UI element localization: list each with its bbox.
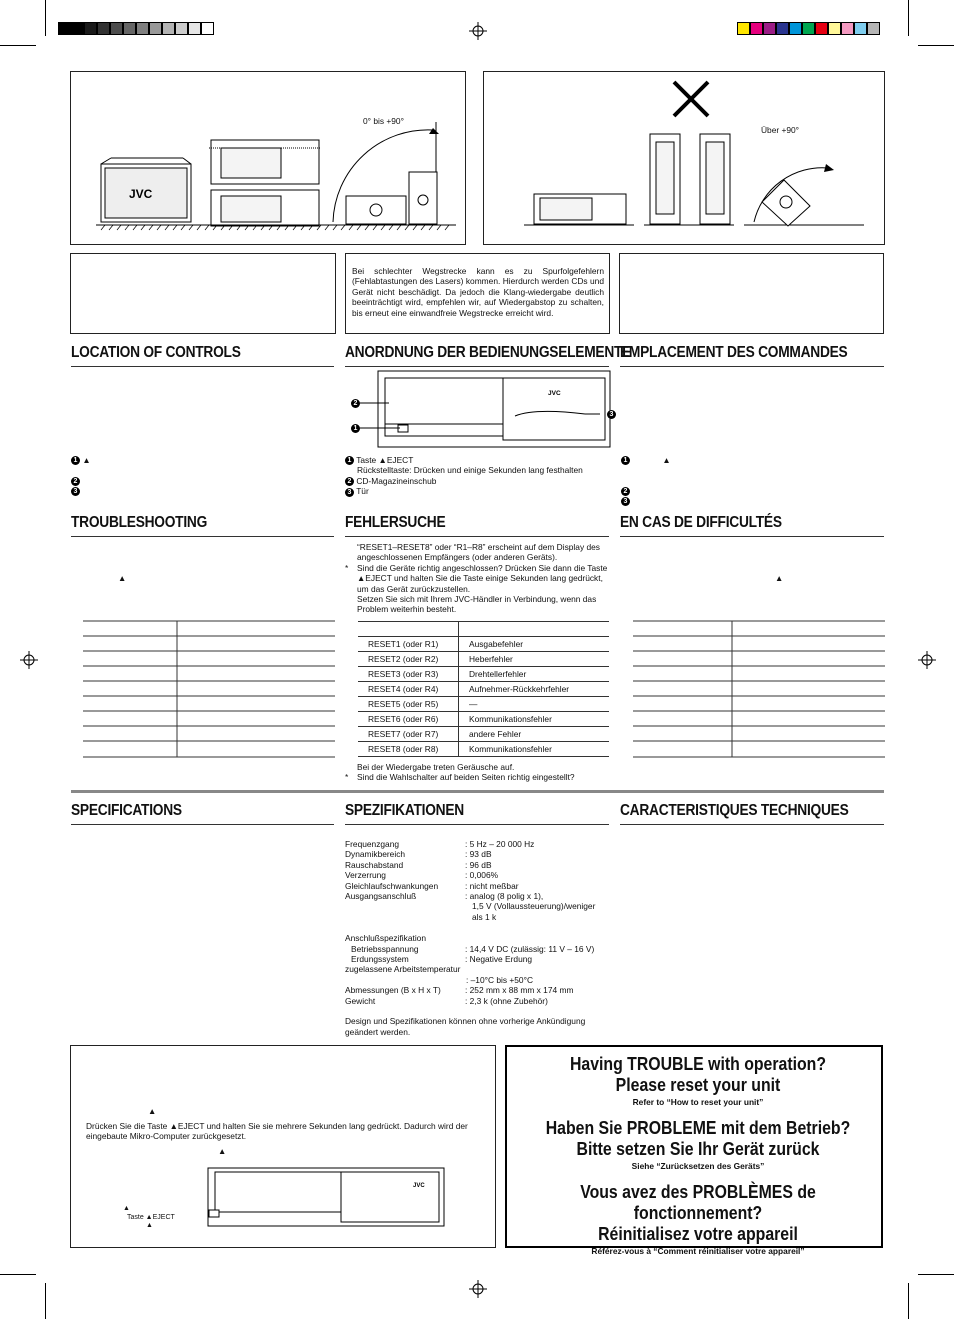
error-code: RESET4 (oder R4) [358, 682, 459, 697]
reset-instructions-box: ▲ Drücken Sie die Taste ▲EJECT und halten Sie sie mehrere Sekunden lang gedrückt. Dadurch wird der eingebaute Mikro-Computer zurückgesetzt. ▲ JVC ▲ Taste ▲EJECT ▲ [70, 1045, 496, 1248]
color-swatch [58, 22, 71, 35]
spec-row: Rauschabstand : 96 dB [345, 859, 492, 870]
callout-fr-title2: Réinitialisez votre appareil [598, 1224, 798, 1244]
angle-label: Über +90° [761, 125, 800, 135]
eject-symbol-fr: ▲ [775, 573, 784, 583]
spec-row: Erdungssystem : Negative Erdung [351, 954, 533, 965]
callout-fr-title1: Vous avez des PROBLÈMES de fonctionnement? [580, 1182, 816, 1223]
callout-en-title1: Having TROUBLE with operation? [569, 1054, 827, 1074]
heading-spec-en: SPECIFICATIONS [71, 802, 182, 819]
controls-list-fr: 1 ▲ 2 3 [621, 455, 671, 506]
color-swatch [162, 22, 175, 35]
registration-target-icon [918, 651, 936, 669]
color-swatch [84, 22, 97, 35]
color-swatch [110, 22, 123, 35]
color-swatch [828, 22, 841, 35]
spec-row: Gewicht : 2,3 k (ohne Zubehör) [345, 995, 548, 1006]
reset-callout-box [505, 1045, 883, 1256]
spec-row: Dynamikbereich : 93 dB [345, 849, 492, 860]
table-row [358, 697, 609, 712]
note-text-de: Bei schlechter Wegstrecke kann es zu Spurfolgefehlern (Fehlabtastungen des Lasers) kommen. Hierdurch werden CDs und Gerät nicht beschädigt. Da jedoch die Klang-wiedergabe deutlich beeinträchtigt wird, empfehlen wir, auf Wiedergabstop zu schalten, bis erneut eine einwandfreie Wegstrecke erreicht wird. [352, 266, 604, 318]
error-meaning: Drehtellerfehler [459, 667, 610, 682]
color-swatch [149, 22, 162, 35]
crop-mark [0, 45, 36, 46]
svg-text:JVC: JVC [413, 1183, 425, 1189]
table-row [358, 712, 609, 727]
crop-mark [45, 0, 46, 36]
callout-de-title2: Bitte setzen Sie Ihr Gerät zurück [576, 1139, 820, 1159]
angle-label: 0° bis +90° [363, 116, 404, 126]
trouble-intro-de: “RESET1–RESET8” oder “R1–R8” erscheint auf dem Display des angeschlossenen Empfängers (oder anderen Geräts). * Sind die Geräte richtig angeschlossen? Drücken Sie dann die Taste ▲EJECT und halten Sie die Taste einige Sekunden lang gedrückt, um das Gerät zurückzustellen. Setzen Sie sich mit Ihrem JVC-Händler in Verbindung, wenn das Problem weiterhin besteht. [345, 542, 608, 615]
note-box-fr [619, 253, 884, 334]
heading-trouble-en: TROUBLESHOOTING [71, 514, 208, 531]
section-divider [71, 790, 884, 793]
heading-location-de: ANORDNUNG DER BEDIENUNGSELEMENTE [345, 344, 632, 361]
installation-ok-diagram [70, 71, 466, 245]
heading-location-en: LOCATION OF CONTROLS [71, 344, 241, 361]
spec-row: Gleichlaufschwankungen : nicht meßbar [345, 880, 519, 891]
heading-spec-de: SPEZIFIKATIONEN [345, 802, 464, 819]
color-swatch [737, 22, 750, 35]
note-box-de [345, 253, 610, 334]
table-row [358, 682, 609, 697]
note-box-en [70, 253, 336, 334]
table-row [358, 637, 609, 652]
heading-trouble-fr: EN CAS DE DIFFICULTÉS [620, 514, 782, 531]
error-code: RESET2 (oder R2) [358, 652, 459, 667]
color-swatch [123, 22, 136, 35]
color-swatch [789, 22, 802, 35]
crop-mark [45, 1283, 46, 1319]
error-code: RESET6 (oder R6) [358, 712, 459, 727]
callout-1-icon: 1 [351, 424, 360, 433]
error-code: RESET3 (oder R3) [358, 667, 459, 682]
reset-text-de: Drücken Sie die Taste ▲EJECT und halten Sie sie mehrere Sekunden lang gedrückt. Dadurch wird der eingebaute Mikro-Computer zurückgesetzt. [86, 1121, 468, 1142]
color-swatch [97, 22, 110, 35]
color-swatch [188, 22, 201, 35]
registration-target-icon [20, 651, 38, 669]
svg-text:JVC: JVC [129, 187, 153, 201]
error-code: RESET7 (oder R7) [358, 727, 459, 742]
installation-ng-diagram [483, 71, 885, 245]
trouble-outro-de: Bei der Wiedergabe treten Geräusche auf. * Sind die Wahlschalter auf beiden Seiten richtig eingestellt? [345, 762, 575, 783]
error-meaning: Kommunikationsfehler [459, 712, 610, 727]
heading-location-fr: EMPLACEMENT DES COMMANDES [620, 344, 848, 361]
error-code: RESET5 (oder R5) [358, 697, 459, 712]
color-swatch [201, 22, 214, 35]
installation-illustration [71, 72, 465, 244]
heading-spec-fr: CARACTERISTIQUES TECHNIQUES [620, 802, 849, 819]
error-meaning: Ausgabefehler [459, 637, 610, 652]
registration-target-icon [469, 1280, 487, 1298]
spec-row: Abmessungen (B x H x T) : 252 mm x 88 mm x 174 mm [345, 985, 574, 996]
callout-en-title2: Please reset your unit [615, 1075, 781, 1095]
svg-text:JVC: JVC [548, 390, 561, 397]
spec-row: Ausgangsanschluß : analog (8 polig x 1), [345, 891, 544, 902]
color-swatch [136, 22, 149, 35]
table-row [358, 667, 609, 682]
color-swatch [841, 22, 854, 35]
spec-list-de: Frequenzgang : 5 Hz – 20 000 Hz Dynamikbereich : 93 dB Rauschabstand : 96 dB Verzerrung : 0,006% Gleichlaufschwankungen : nicht meßbar Ausgangsanschluß : analog (8 polig x 1), 1,5 V (Vollaussteuerung)/weniger als 1 k Anschlußspezifikation Betriebsspannung : 14,4 V DC (zulässig: 11 V – 16 V) Erdungssystem : Negative Erdung zugelassene Arbeitstemperatur : –10°C bis +50°C Abmessungen (B x H x T) : 252 mm x 88 mm x 174 mm Gewicht : 2,3 k (ohne Zubehör) Design und Spezifikationen können ohne vorherige Ankündigung geändert werden. [345, 839, 609, 1037]
color-swatch [750, 22, 763, 35]
registration-target-icon [469, 22, 487, 40]
reset-button-label: Taste ▲EJECT [127, 1214, 175, 1221]
controls-list-de: 1 Taste ▲EJECT Rückstelltaste: Drücken und einige Sekunden lang festhalten 2 CD-Magazineinschub 3 Tür [345, 455, 615, 497]
error-table-de [358, 621, 609, 757]
error-meaning: — [459, 697, 610, 712]
callout-de-ref: Siehe “Zurücksetzen des Geräts” [631, 1161, 765, 1171]
crop-mark [918, 1274, 954, 1275]
error-meaning: Heberfehler [459, 652, 610, 667]
error-meaning: Aufnehmer-Rückkehrfehler [459, 682, 610, 697]
table-row [358, 652, 609, 667]
error-meaning: andere Fehler [459, 727, 610, 742]
eject-symbol-en: ▲ [118, 573, 127, 583]
spec-row: Verzerrung : 0,006% [345, 870, 499, 881]
color-swatch [867, 22, 880, 35]
color-swatch [71, 22, 84, 35]
table-row [358, 742, 609, 757]
crop-mark [0, 1274, 36, 1275]
callout-fr-ref: Référez-vous à “Comment réinitialiser votre appareil” [591, 1246, 805, 1256]
callout-en-ref: Refer to “How to reset your unit” [632, 1097, 764, 1107]
table-row [358, 727, 609, 742]
color-swatch [175, 22, 188, 35]
controls-list-en: 1 ▲ 2 3 [71, 455, 91, 496]
color-swatch [854, 22, 867, 35]
error-code: RESET8 (oder R8) [358, 742, 459, 757]
color-swatch [763, 22, 776, 35]
spec-row: Betriebsspannung : 14,4 V DC (zulässig: 11 V – 16 V) [351, 943, 595, 954]
error-table-en [83, 620, 335, 760]
crop-mark [908, 0, 909, 36]
error-code: RESET1 (oder R1) [358, 637, 459, 652]
color-swatch [776, 22, 789, 35]
color-swatch [815, 22, 828, 35]
installation-ng-illustration [484, 72, 884, 244]
color-swatch [802, 22, 815, 35]
spec-row: Frequenzgang : 5 Hz – 20 000 Hz [345, 839, 535, 849]
callout-de-title1: Haben Sie PROBLEME mit dem Betrieb? [545, 1118, 851, 1138]
callout-3-icon: 3 [607, 410, 616, 419]
front-panel-diagram [345, 368, 615, 450]
crop-mark [918, 45, 954, 46]
error-meaning: Kommunikationsfehler [459, 742, 610, 757]
crop-mark [908, 1283, 909, 1319]
heading-trouble-de: FEHLERSUCHE [345, 514, 446, 531]
reset-panel-diagram [191, 1166, 451, 1230]
callout-2-icon: 2 [351, 399, 360, 408]
error-table-fr [633, 620, 885, 760]
